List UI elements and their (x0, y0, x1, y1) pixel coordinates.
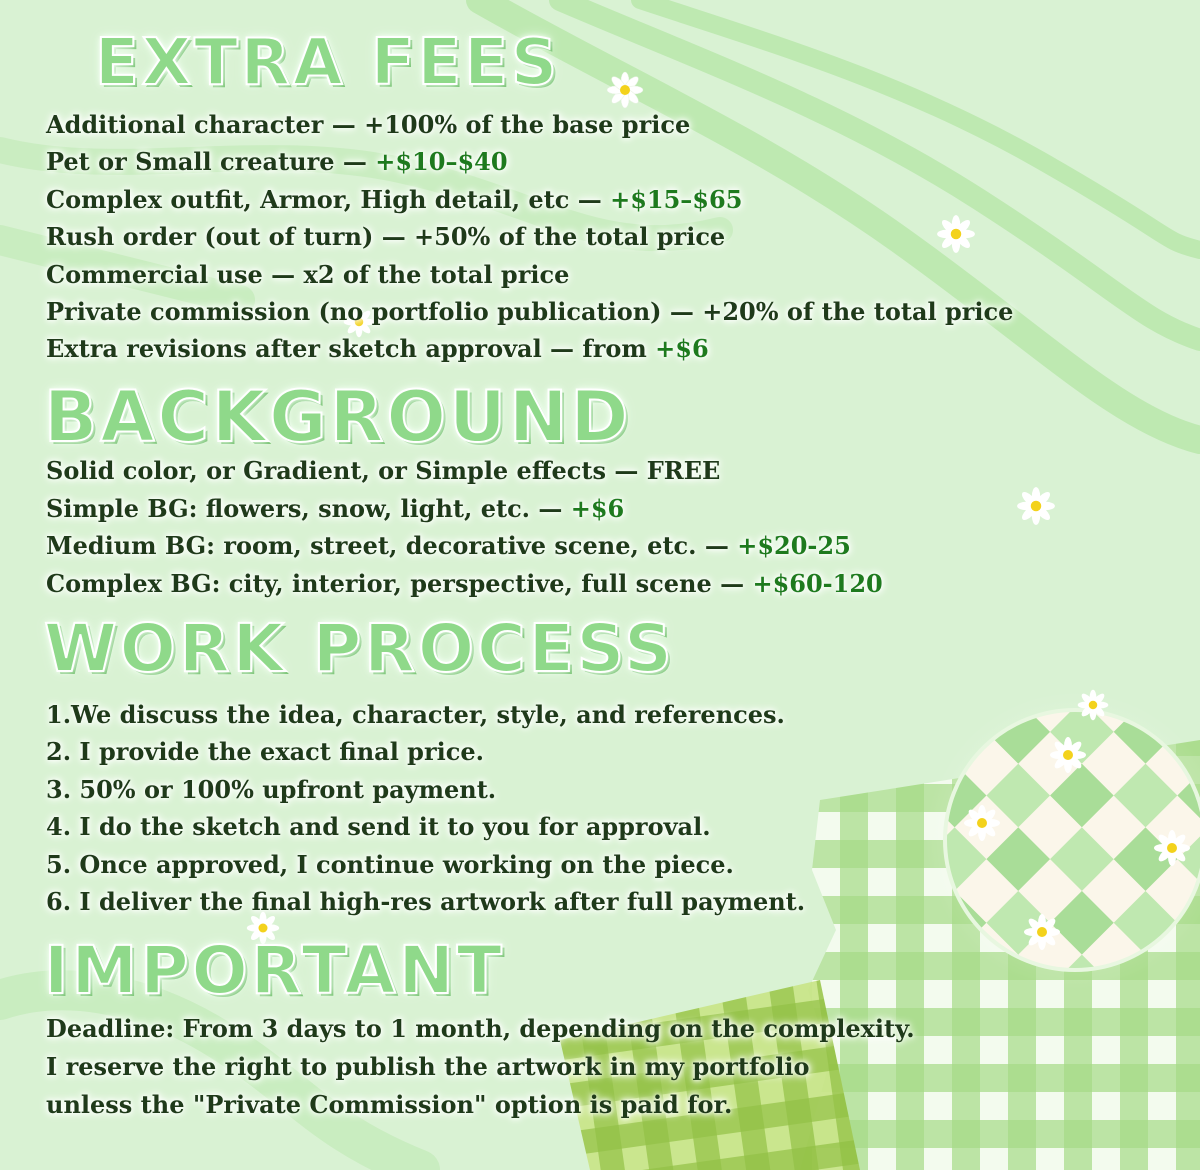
item-text: Additional character — +100% of the base price (46, 110, 691, 139)
item-text: Commercial use — x2 of the total price (46, 259, 570, 289)
item-price: +$6 (655, 334, 709, 364)
list-item: 6. I deliver the final high-res artwork after full payment. (46, 886, 806, 916)
work-process-list (46, 696, 805, 920)
item-text: Complex outfit, Armor, High detail, etc — (46, 184, 611, 214)
item-price: +$20-25 (737, 531, 851, 560)
list-item: 3. 50% or 100% upfront payment. (46, 774, 497, 804)
item-text: Medium BG: room, street, decorative scene, etc. — (46, 531, 738, 560)
extra-fees-list (46, 106, 1013, 368)
list-item (46, 452, 883, 490)
background-list (46, 452, 883, 602)
item-text: Solid color, or Gradient, or Simple effects — FREE (46, 456, 721, 485)
item-price: +$15–$65 (610, 184, 743, 214)
section-title-extra-fees: EXTRA FEES (95, 26, 561, 100)
section-title-important: IMPORTANT (44, 932, 505, 1009)
list-item: I reserve the right to publish the artwork in my portfolio (46, 1052, 810, 1081)
item-price: +$6 (570, 493, 625, 523)
list-item: Deadline: From 3 days to 1 month, depending on the complexity. (46, 1014, 915, 1043)
list-item: 4. I do the sketch and send it to you for approval. (46, 812, 711, 842)
list-item (46, 218, 1013, 255)
list-item (46, 106, 1013, 143)
list-item (46, 565, 883, 603)
item-text: Private commission (no portfolio publication) — +20% of the total price (46, 296, 1014, 326)
list-item: 1.We discuss the idea, character, style, and references. (46, 700, 785, 729)
list-item (46, 256, 1013, 293)
list-item (46, 143, 1013, 180)
item-price: +$60-120 (752, 568, 883, 598)
list-item (46, 293, 1013, 330)
item-price: +$10–$40 (375, 147, 508, 177)
important-list (46, 1010, 915, 1124)
list-item (46, 527, 883, 565)
list-item (46, 490, 883, 528)
item-text: Complex BG: city, interior, perspective, full scene — (46, 568, 753, 598)
item-text: Rush order (out of turn) — +50% of the total price (46, 222, 726, 252)
list-item: unless the "Private Commission" option is paid for. (46, 1090, 733, 1119)
item-text: Simple BG: flowers, snow, light, etc. — (46, 493, 571, 523)
list-item (46, 181, 1013, 218)
item-text: Pet or Small creature — (46, 147, 376, 177)
section-title-background: BACKGROUND (44, 376, 632, 458)
item-text: Extra revisions after sketch approval — from (46, 334, 656, 364)
list-item: 5. Once approved, I continue working on the piece. (46, 849, 734, 879)
section-title-work-process: WORK PROCESS (44, 610, 675, 687)
list-item: 2. I provide the exact final price. (46, 737, 484, 767)
list-item (46, 330, 1013, 367)
